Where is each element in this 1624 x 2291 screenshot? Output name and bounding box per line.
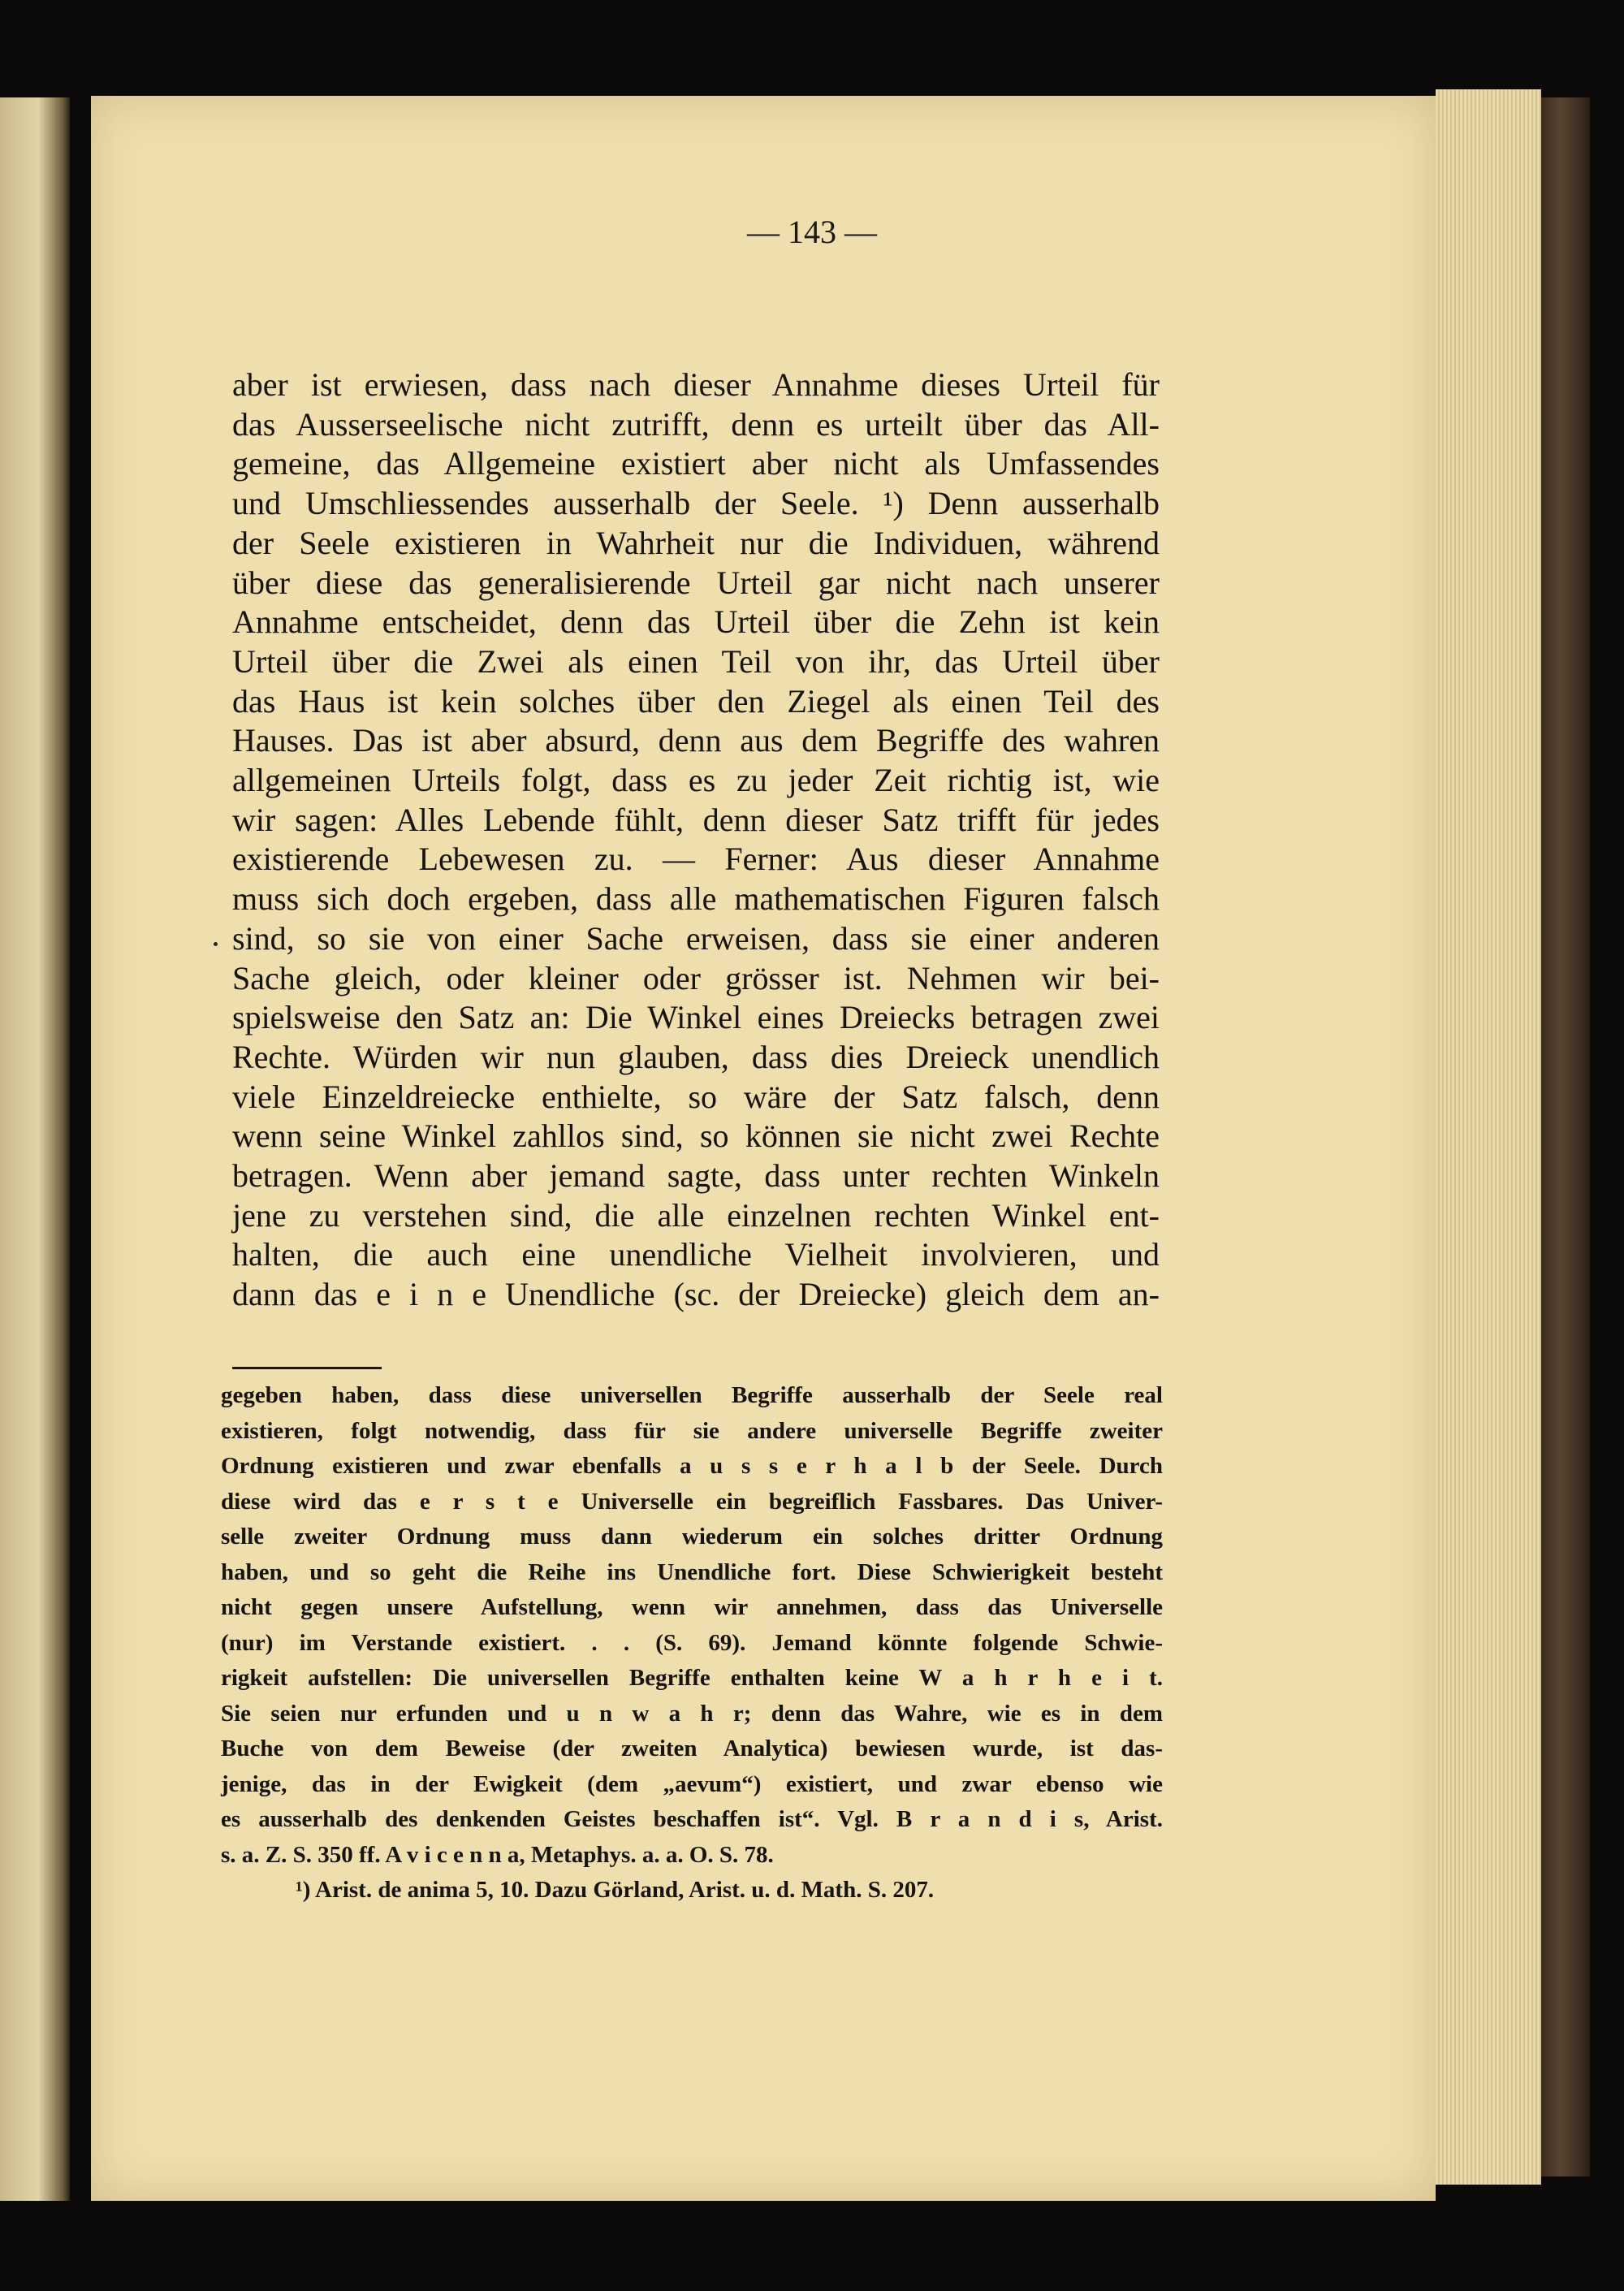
text-line: und Umschliessendes ausserhalb der Seele. ¹) Denn ausserhalb <box>232 485 1160 522</box>
page-number: — 143 — <box>747 214 877 250</box>
text-line: spielsweise den Satz an: Die Winkel eines Dreiecks betragen zwei <box>232 999 1160 1036</box>
text-line: über diese das generalisierende Urteil gar nicht nach unserer <box>232 564 1160 601</box>
text-line: Annahme entscheidet, denn das Urteil über die Zehn ist kein <box>232 603 1160 641</box>
text-line: existierende Lebewesen zu. — Ferner: Aus dieser Annahme <box>232 841 1160 878</box>
footnote-1: ¹) Arist. de anima 5, 10. Dazu Görland, Arist. u. d. Math. S. 207. <box>296 1877 935 1903</box>
footnote-line: gegeben haben, dass diese universellen Begriffe ausserhalb der Seele real <box>221 1382 1163 1408</box>
footnote-line: Ordnung existieren und zwar ebenfalls a u s s e r h a l b der Seele. Durch <box>221 1453 1163 1479</box>
footnote-line: Buche von dem Beweise (der zweiten Analytica) bewiesen wurde, ist das- <box>221 1736 1163 1761</box>
left-page-edge <box>0 97 70 2201</box>
footnote-line: es ausserhalb des denkenden Geistes beschaffen ist“. Vgl. B r a n d i s, Arist. <box>221 1806 1163 1832</box>
text-line: der Seele existieren in Wahrheit nur die Individuen, während <box>232 524 1160 561</box>
margin-mark <box>214 942 218 946</box>
footnote-separator <box>232 1367 382 1369</box>
footnote-line: selle zweiter Ordnung muss dann wiederum ein solches dritter Ordnung <box>221 1524 1163 1550</box>
text-line: gemeine, das Allgemeine existiert aber nicht als Umfassendes <box>232 445 1160 482</box>
footnote-line: rigkeit aufstellen: Die universellen Begriffe enthalten keine W a h r h e i t. <box>221 1665 1163 1691</box>
footnote-line: (nur) im Verstande existiert. . . (S. 69). Jemand könnte folgende Schwie- <box>221 1629 1163 1656</box>
footnote-line: existieren, folgt notwendig, dass für sie andere universelle Begriffe zweiter <box>221 1417 1163 1444</box>
text-line: jene zu verstehen sind, die alle einzelnen rechten Winkel ent- <box>232 1196 1160 1234</box>
footnote-line: nicht gegen unsere Aufstellung, wenn wir annehmen, dass das Universelle <box>221 1594 1163 1620</box>
text-line: betragen. Wenn aber jemand sagte, dass unter rechten Winkeln <box>232 1157 1160 1195</box>
text-line: dann das e i n e Unendliche (sc. der Dreiecke) gleich dem an- <box>232 1276 1160 1313</box>
book-binding <box>1541 97 1590 2176</box>
footnotes <box>221 1378 1163 1908</box>
page-fore-edge <box>1436 89 1541 2185</box>
text-line: das Haus ist kein solches über den Ziegel als einen Teil des <box>232 682 1160 720</box>
text-line: viele Einzeldreiecke enthielte, so wäre der Satz falsch, denn <box>232 1078 1160 1115</box>
text-line: Urteil über die Zwei als einen Teil von ihr, das Urteil über <box>232 642 1160 680</box>
text-line: wir sagen: Alles Lebende fühlt, denn dieser Satz trifft für jedes <box>232 801 1160 838</box>
footnote-line: diese wird das e r s t e Universelle ein begreiflich Fassbares. Das Univer- <box>221 1488 1163 1515</box>
text-line: wenn seine Winkel zahllos sind, so können sie nicht zwei Rechte <box>232 1117 1160 1155</box>
text-line: Hauses. Das ist aber absurd, denn aus dem Begriffe des wahren <box>232 722 1160 759</box>
main-text <box>232 365 1160 1315</box>
text-line: aber ist erwiesen, dass nach dieser Annahme dieses Urteil für <box>232 366 1160 403</box>
text-line: halten, die auch eine unendliche Vielheit involvieren, und <box>232 1236 1160 1273</box>
text-line: allgemeinen Urteils folgt, dass es zu jeder Zeit richtig ist, wie <box>232 762 1160 799</box>
footnote-line: jenige, das in der Ewigkeit (dem „aevum“) existiert, und zwar ebenso wie <box>221 1770 1163 1797</box>
footnote-line: s. a. Z. S. 350 ff. A v i c e n n a, Metaphys. a. a. O. S. 78. <box>221 1841 774 1868</box>
text-line: muss sich doch ergeben, dass alle mathematischen Figuren falsch <box>232 880 1160 918</box>
text-line: sind, so sie von einer Sache erweisen, dass sie einer anderen <box>232 919 1160 957</box>
text-line: Sache gleich, oder kleiner oder grösser ist. Nehmen wir bei- <box>232 959 1160 996</box>
text-line: Rechte. Würden wir nun glauben, dass dies Dreieck unendlich <box>232 1038 1160 1075</box>
footnote-line: haben, und so geht die Reihe ins Unendliche fort. Diese Schwierigkeit besteht <box>221 1558 1163 1585</box>
footnote-line: Sie seien nur erfunden und u n w a h r; denn das Wahre, wie es in dem <box>221 1700 1163 1727</box>
text-line: das Ausserseelische nicht zutrifft, denn es urteilt über das All- <box>232 405 1160 443</box>
